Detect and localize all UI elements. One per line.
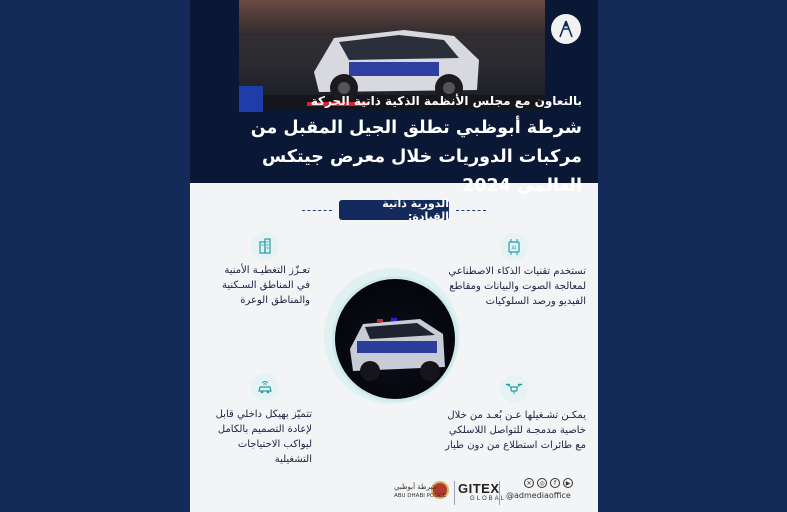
media-office-logo-icon bbox=[551, 14, 581, 44]
header-subtitle: بالتعاون مع مجلس الأنظمة الذكية ذاتية الحركة bbox=[310, 94, 582, 108]
feature-remote-text: يمكـن تشـغيلها عـن بُعـد من خلال خاصية مدمجـة للتواصل اللاسلكي مع طائرات استطلاع من دون طيار bbox=[445, 410, 586, 451]
vehicle-night-photo bbox=[332, 276, 458, 402]
feature-coverage-text: تعـزّز التغطيـة الأمنية في المناطق السـكنية والمناطق الوعرة bbox=[221, 265, 310, 306]
blue-accent-block bbox=[239, 86, 263, 112]
police-name-en: ABU DHABI POLICE bbox=[394, 493, 447, 499]
youtube-icon[interactable]: ▶ bbox=[563, 478, 573, 488]
facebook-icon[interactable]: f bbox=[550, 478, 560, 488]
hero-banner bbox=[190, 0, 598, 196]
x-icon[interactable]: ✕ bbox=[524, 478, 534, 488]
ai-chip-icon bbox=[500, 233, 528, 261]
gitex-logo: GITEX bbox=[458, 481, 500, 496]
social-handle[interactable]: @admediaoffice bbox=[506, 491, 571, 500]
buildings-icon bbox=[251, 232, 279, 260]
right-background bbox=[598, 0, 787, 512]
car-wifi-icon bbox=[251, 373, 279, 401]
police-name-ar: شرطة أبوظبي bbox=[394, 483, 437, 491]
feature-design-text: تتميّز بهيكل داخلي قابل لإعادة التصميم بالكامل ليواكب الاحتياجات التشغيلية bbox=[215, 409, 312, 465]
patrol-vehicle-rear-image bbox=[335, 279, 455, 399]
drone-icon bbox=[500, 375, 528, 403]
poster bbox=[190, 0, 598, 512]
section-tag: الدورية ذاتية القيادة: bbox=[339, 200, 449, 220]
svg-text:AI: AI bbox=[511, 245, 517, 252]
feature-ai-text: تستخدم تقنيات الذكاء الاصطناعي لمعالجة الصوت والبيانات ومقاطع الفيديو ورصد السلوكيات bbox=[448, 266, 586, 307]
headline: شرطة أبوظبي تطلق الجيل المقبل من مركبات الدوريات خلال معرض جيتكس العالمي 2024 bbox=[250, 118, 582, 196]
left-background bbox=[0, 0, 190, 512]
instagram-icon[interactable]: ◎ bbox=[537, 478, 547, 488]
gitex-logo-sub: GLOBAL bbox=[470, 496, 507, 502]
